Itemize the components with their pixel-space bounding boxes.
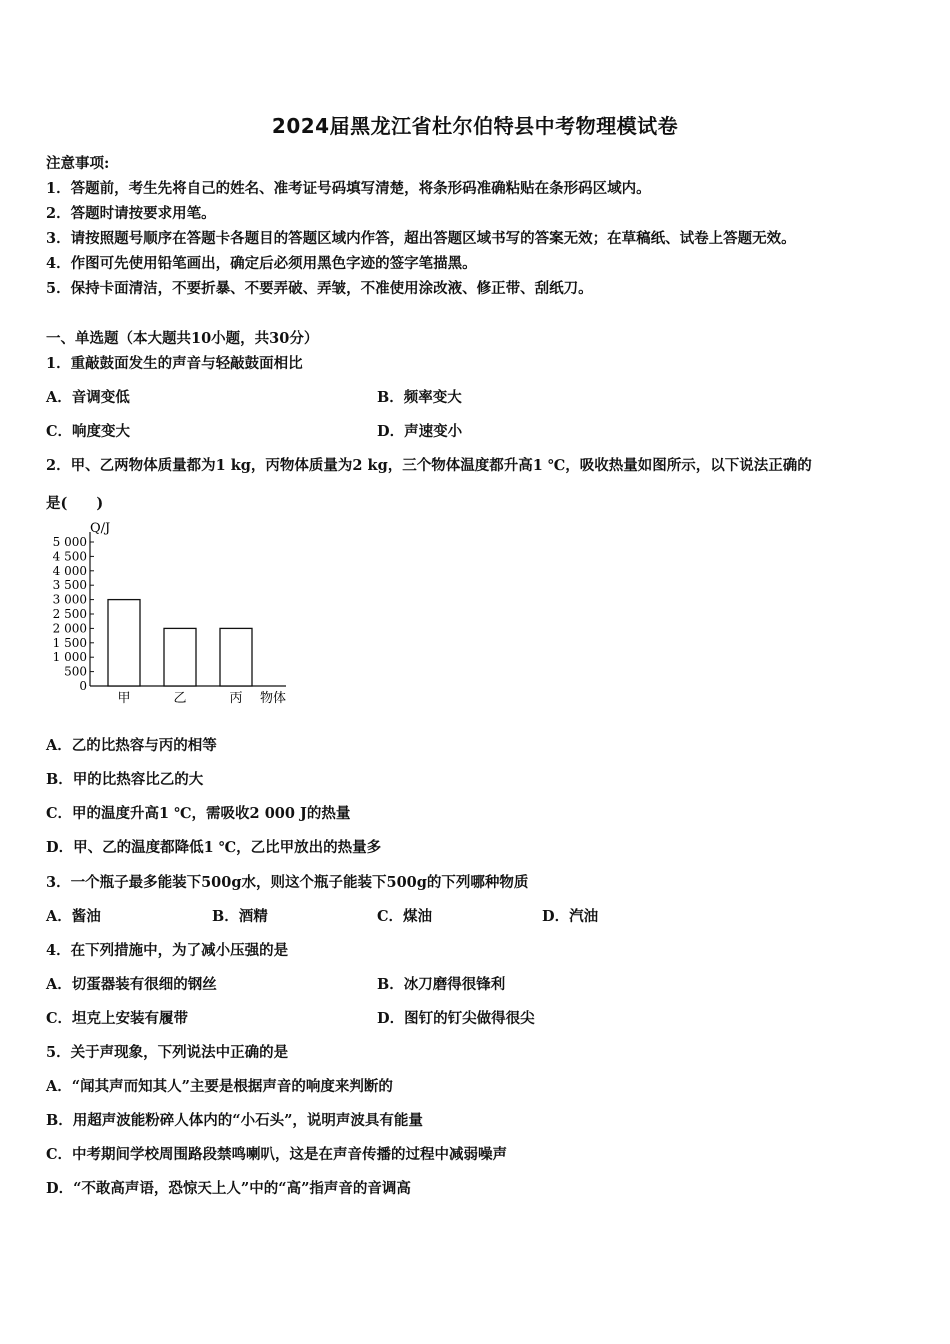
notice-heading: 注意事项: <box>46 155 110 172</box>
section-heading: 一、单选题（本大题共10小题，共30分） <box>46 330 319 347</box>
y-tick-label: 3 500 <box>52 578 87 593</box>
option-a: A．“闻其声而知其人”主要是根据声音的响度来判断的 <box>46 1078 393 1095</box>
y-tick-label: 4 500 <box>52 549 87 564</box>
y-axis-label: Q/J <box>90 521 111 536</box>
y-tick-label: 3 000 <box>52 592 87 607</box>
bar-3 <box>220 628 252 686</box>
option-b: B．用超声波能粉碎人体内的“小石头”，说明声波具有能量 <box>46 1112 423 1129</box>
y-tick-label: 0 <box>79 679 87 693</box>
option-d: D．图钉的钉尖做得很尖 <box>377 1010 535 1027</box>
heat-bar-chart <box>44 518 314 714</box>
option-d: D．甲、乙的温度都降低1 ℃，乙比甲放出的热量多 <box>46 839 382 856</box>
notice-item: 3．请按照题号顺序在答题卡各题目的答题区域内作答，超出答题区域书写的答案无效；在草稿纸、试卷上答题无效。 <box>46 230 796 247</box>
y-tick-label: 5 000 <box>52 535 87 549</box>
option-c: C．中考期间学校周围路段禁鸣喇叭，这是在声音传播的过程中减弱噪声 <box>46 1146 508 1163</box>
option-a: A．酱油 <box>46 908 101 925</box>
option-d: D．汽油 <box>542 908 599 925</box>
x-tick-label: 乙 <box>173 691 187 706</box>
question-stem: 2．甲、乙两物体质量都为1 kg，丙物体质量为2 kg，三个物体温度都升高1 ℃，吸收热量如图所示，以下说法正确的 <box>46 457 812 474</box>
y-tick-label: 2 500 <box>52 607 87 621</box>
x-tick-label: 丙 <box>229 691 243 706</box>
notice-item: 1．答题前，考生先将自己的姓名、准考证号码填写清楚，将条形码准确粘贴在条形码区域内。 <box>46 180 651 197</box>
page-title: 2024届黑龙江省杜尔伯特县中考物理模试卷 <box>271 114 679 138</box>
option-c: C．煤油 <box>377 908 433 925</box>
question-stem: 3．一个瓶子最多能装下500g水，则这个瓶子能装下500g的下列哪种物质 <box>46 874 529 891</box>
option-a: A．切蛋器装有很细的钢丝 <box>46 976 217 993</box>
question-stem: 4．在下列措施中，为了减小压强的是 <box>46 942 289 959</box>
notice-item: 2．答题时请按要求用笔。 <box>46 205 216 222</box>
x-axis-label: 物体 <box>260 691 287 706</box>
y-tick-label: 2 000 <box>52 621 87 636</box>
y-tick-label: 4 000 <box>52 563 87 578</box>
option-a: A．乙的比热容与丙的相等 <box>46 737 217 754</box>
option-b: B．甲的比热容比乙的大 <box>46 771 204 788</box>
question-stem: 1．重敲鼓面发生的声音与轻敲鼓面相比 <box>46 355 303 372</box>
option-d: D．声速变小 <box>377 423 463 440</box>
y-tick-label: 500 <box>64 664 87 679</box>
bar-1 <box>108 600 140 686</box>
option-b: B．酒精 <box>212 908 268 925</box>
question-stem: 5．关于声现象，下列说法中正确的是 <box>46 1044 289 1061</box>
notice-item: 5．保持卡面清洁，不要折暴、不要弄破、弄皱，不准使用涂改液、修正带、刮纸刀。 <box>46 280 593 297</box>
x-tick-label: 甲 <box>117 691 131 706</box>
option-b: B．冰刀磨得很锋利 <box>377 976 506 993</box>
option-c: C．坦克上安装有履带 <box>46 1010 189 1027</box>
option-a: A．音调变低 <box>46 389 130 406</box>
y-tick-label: 1 500 <box>52 635 87 650</box>
notice-item: 4．作图可先使用铅笔画出，确定后必须用黑色字迹的签字笔描黑。 <box>46 255 477 272</box>
option-d: D．“不敢高声语，恐惊天上人”中的“高”指声音的音调高 <box>46 1180 411 1197</box>
question-stem-continued: 是( ) <box>46 495 104 512</box>
option-b: B．频率变大 <box>377 389 462 406</box>
bar-2 <box>164 628 196 686</box>
option-c: C．响度变大 <box>46 423 131 440</box>
y-tick-label: 1 000 <box>52 650 87 665</box>
option-c: C．甲的温度升高1 ℃，需吸收2 000 J的热量 <box>46 805 351 822</box>
